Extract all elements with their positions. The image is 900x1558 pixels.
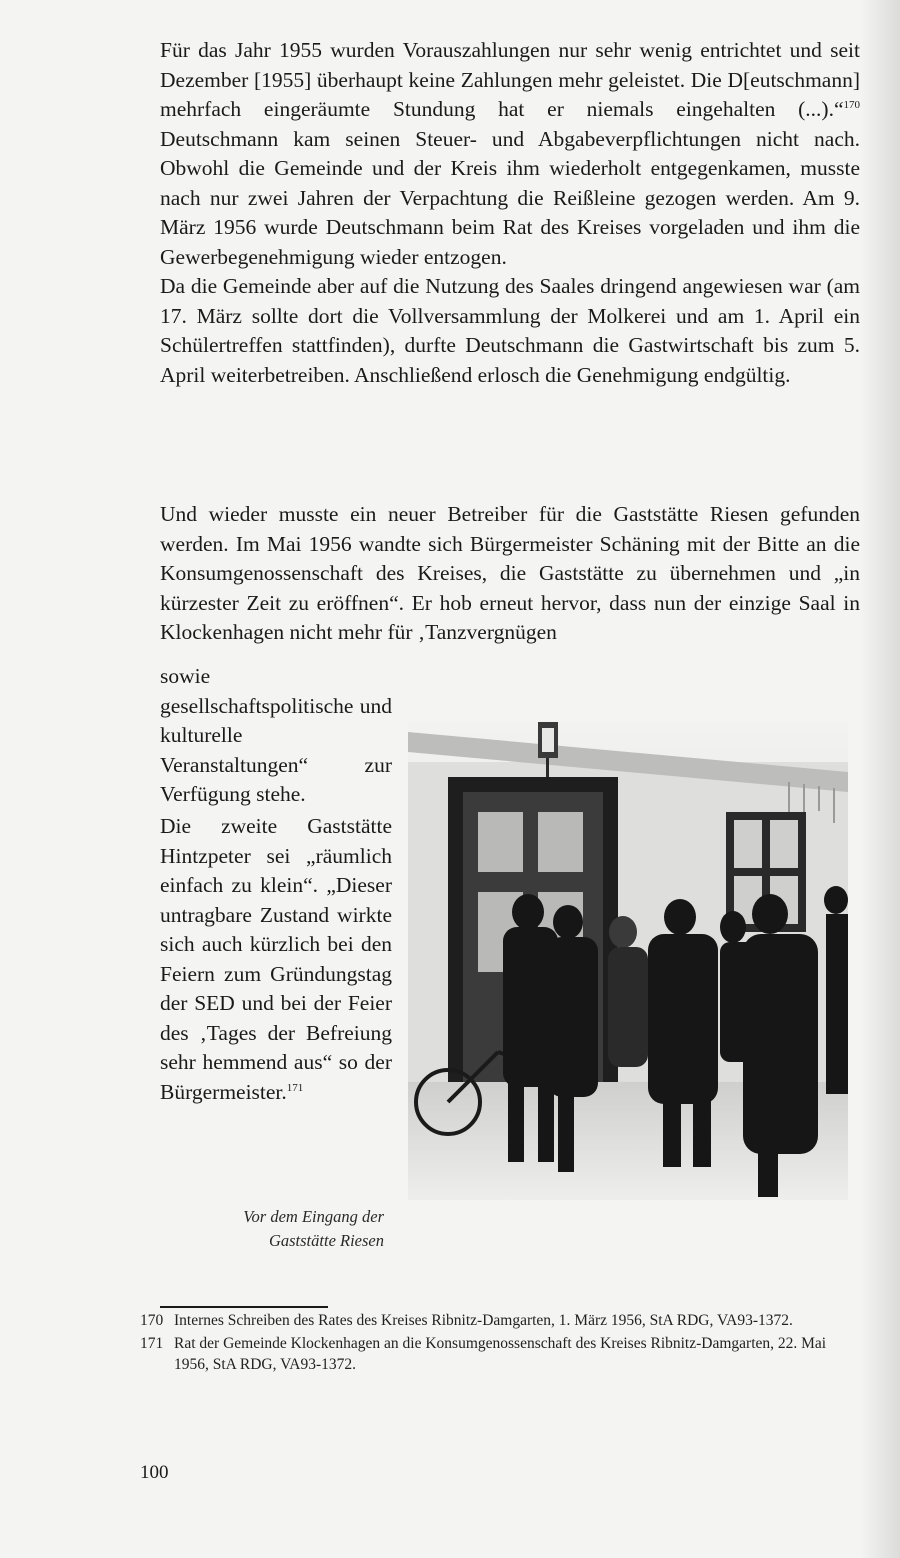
- paragraph-1-body: Deutschmann kam seinen Steuer- und Abgabeverpflichtungen nicht nach. Obwohl die Gemeinde und der Kreis ihm wiederholt entgegenkamen, musste nach nur zwei Jahren der Verpachtung die Reißleine gezogen werden. Am 9. März 1956 wurde Deutschmann beim Rat des Kreises vorgeladen und ihm die Gewerbegenehmigung wieder entzogen.: [160, 126, 860, 269]
- photo-gaststaette-entrance: [408, 722, 848, 1200]
- footnote-text: Rat der Gemeinde Klockenhagen an die Konsumgenossenschaft des Kreises Ribnitz-Damgarten, 22. Mai 1956, StA RDG, VA93-1372.: [174, 1335, 827, 1373]
- footnote-171: [140, 1333, 830, 1375]
- paragraph-3-text: Und wieder musste ein neuer Betreiber für die Gaststätte Riesen gefunden werden. Im Mai 1956 wandte sich Bürgermeister Schäning mit der Bitte an die Konsumgenossenschaft des Kreises, die Gaststätte zu übernehmen und „in kürzester Zeit zu eröffnen“. Er hob erneut hervor, dass nun der einzige Saal in Klockenhagen nicht mehr für ‚Tanzvergnügen: [160, 502, 860, 644]
- footnote-170: [140, 1310, 830, 1331]
- paragraph-2: Da die Gemeinde aber auf die Nutzung des Saales dringend angewiesen war (am 17. März sollte dort die Vollversammlung der Molkerei und am 1. April ein Schülertreffen stattfinden), durfte Deutschmann die Gastwirtschaft bis zum 5. April weiterbetreiben. Anschließend erlosch die Genehmigung endgültig.: [160, 274, 860, 387]
- footnote-ref-170[interactable]: 170: [843, 99, 860, 111]
- page-edge-shadow: [860, 0, 900, 1558]
- photo-illustration: [408, 722, 848, 1200]
- caption-line-2: Gaststätte Riesen: [268, 1231, 384, 1250]
- paragraph-1: [160, 36, 860, 272]
- paragraph-3-continued: sowie gesellschaftspolitische und kulturelle Veranstaltungen“ zur Verfügung stehe.: [160, 664, 392, 806]
- main-text-top: [160, 36, 860, 390]
- footnote-text: Internes Schreiben des Rates des Kreises Ribnitz-Damgarten, 1. März 1956, StA RDG, VA93-1372.: [174, 1312, 793, 1329]
- footnote-ref-171[interactable]: 171: [286, 1081, 304, 1094]
- footnote-number: 171: [140, 1335, 164, 1352]
- paragraph-4-text: Die zweite Gaststätte Hintzpeter sei „räumlich einfach zu klein“. „Dieser untragbare Zustand wirkte sich auch kürzlich bei den Feiern zum Gründungstag der SED und bei der Feier des ‚Tages der Befreiung sehr hemmend aus“ so der Bürgermeister.: [160, 814, 392, 1104]
- caption-line-1: Vor dem Eingang der: [243, 1207, 384, 1226]
- photo-caption: [160, 1205, 384, 1253]
- footnote-number: 170: [140, 1312, 164, 1329]
- footnotes: [140, 1310, 830, 1377]
- paragraph-4: [160, 812, 392, 1107]
- page-number: 100: [140, 1462, 169, 1483]
- footnote-divider: [160, 1306, 328, 1308]
- paragraph-1-quote: Für das Jahr 1955 wurden Vorauszahlungen nur sehr wenig entrichtet und seit Dezember [1955] überhaupt keine Zahlungen mehr geleistet. Die D[eutschmann] mehrfach eingeräumte Stundung hat er niemals eingehalten (...).“: [160, 38, 860, 121]
- paragraph-3: [160, 500, 860, 648]
